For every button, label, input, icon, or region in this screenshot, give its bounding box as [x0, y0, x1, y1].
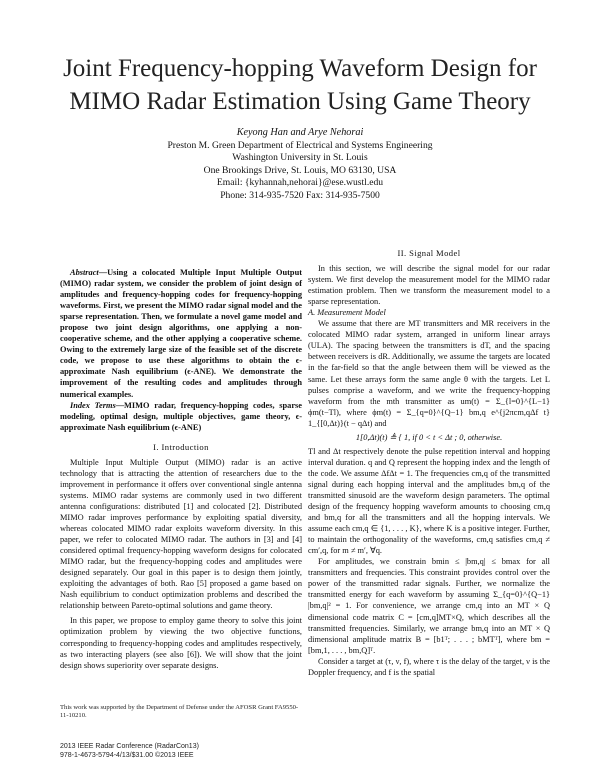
author-address: One Brookings Drive, St. Louis, MO 63130, USA	[203, 164, 397, 176]
author-phone: Phone: 314-935-7520 Fax: 314-935-7500	[220, 189, 380, 201]
signal-model-intro: In this section, we will describe the signal model for our radar system. We first develop the measurement model for the MIMO radar estimation problem. Then we transform the measurement model to a sparse representation.	[308, 264, 550, 307]
title-line-1: Joint Frequency-hopping Waveform Design for	[63, 55, 537, 82]
author-university: Washington University in St. Louis	[232, 152, 368, 164]
footer-isbn: 978-1-4673-5794-4/13/$31.00 ©2013 IEEE	[60, 752, 194, 759]
intro-paragraph-2: In this paper, we propose to employ game theory to solve this joint optimization problem by viewing the two objective functions, corresponding to frequency-hopping codes and amplitudes respectively, as two interacting players (see also [6]). We will show that the joint design shows superiority over separate designs.	[60, 616, 302, 670]
author-department: Preston M. Green Department of Electrical and Systems Engineering	[167, 139, 433, 151]
footer-conference: 2013 IEEE Radar Conference (RadarCon13)	[60, 743, 199, 750]
page-footer	[60, 742, 360, 760]
abstract-text: —Using a colocated Multiple Input Multiple Output (MIMO) radar system, we consider the problem of joint design of amplitudes and frequency-hopping codes for frequency-hopping waveforms. First, we present the MIMO radar signal model and the sparse representation. Then, we formulate a novel game model and propose two joint design algorithms, one applying a non-cooperative scheme, and the other applying a cooperative scheme. Owing to the extremely large size of the feasible set of the discrete code, we propose to use these algorithms to obtain the ϵ-approximate Nash equilibrium (ϵ-ANE). We demonstrate the improvement of the resulting codes and amplitudes through numerical examples.	[60, 268, 302, 399]
abstract	[60, 267, 302, 400]
index-terms-label: Index Terms	[70, 400, 116, 410]
intro-heading: I. Introduction	[153, 441, 209, 452]
author-block	[100, 127, 500, 203]
author-email: Email: {kyhannah,nehorai}@ese.wustl.edu	[216, 177, 384, 189]
signal-model-heading: II. Signal Model	[397, 248, 461, 258]
index-terms	[60, 400, 302, 433]
signal-model-paragraph-1: We assume that there are MT transmitters and MR receivers in the colocated MIMO radar system, arranged in uniform linear arrays (ULA). The spacing between the transmitters is dT, and the spacing between receivers is dR. Additionally, we assume the targets are located in the far-field so that the angle between them will be viewed as the same. Let these arrays form the same angle θ with the targets. Let L pulses comprise a waveform, and we write the frequency-hopping waveform from the mth transmitter as um(t) = Σ_{l=0}^{L−1} ϕm(t−Tl), where ϕm(t) = Σ_{q=0}^{Q−1} bm,q e^{j2πcm,qΔf t} 1_{[0,Δt)}(t − qΔt) and	[308, 319, 550, 428]
signal-model-paragraph-4: Consider a target at (τ, ν, f), where τ is the delay of the target, ν is the Doppler frequency, and f is the spatial	[308, 656, 550, 677]
indicator-equation: 1[0,Δt)(t) ≜ { 1, if 0 < t < Δt ; 0, otherwise.	[355, 432, 503, 442]
paper-title	[40, 52, 560, 118]
index-terms-text: —MIMO radar, frequency-hopping codes, sparse modeling, optimal design, multiple objectives, game theory, ϵ-approximate Nash equilibrium (ϵ-ANE)	[60, 400, 303, 432]
funding-footnote: This work was supported by the Department of Defense under the AFOSR Grant FA9550-11-10210.	[60, 704, 299, 719]
abstract-label: Abstract	[70, 268, 99, 277]
author-names: Keyong Han and Arye Nehorai	[236, 127, 364, 138]
signal-model-paragraph-3: For amplitudes, we constrain bmin ≤ |bm,q| ≤ bmax for all transmitters and frequencies. This constraint provides control over the power of the transmitted radar signals. Further, we normalize the transmitted energy for each waveform by assuming Σ_{q=0}^{Q−1} |bm,q|² = 1. For convenience, we arrange cm,q into an MT × Q dimensional code matrix C = [cm,q]MT×Q, which describes all the transmitted frequencies. Similarly, we arrange bm,q into an MT × Q dimensional amplitude matrix B = [b1ᵀ; . . . ; bMTᵀ], where bm = [bm,1, . . . , bm,Q]ᵀ.	[308, 557, 550, 655]
left-column	[60, 267, 302, 671]
signal-model-paragraph-2: Tl and Δt respectively denote the pulse repetition interval and hopping interval duration. q and Q represent the hopping index and the length of the code. We assume ΔfΔt = 1. The frequencies cm,q of the transmitted signal during each hopping interval and the amplitudes bm,q of the transmitted sinusoid are the waveform design parameters. The optimal design of the frequency hopping waveform amounts to choosing cm,q and bm,q for all the transmitters and all the hopping intervals. We assume each cm,q ∈ {1, . . . , K}, where K is a positive integer. Further, to maintain the orthogonality of the waveforms, cm,q satisfies cm,q ≠ cm′,q, for m ≠ m′, ∀q.	[308, 446, 550, 556]
measurement-model-heading: A. Measurement Model	[308, 308, 386, 318]
right-column	[308, 248, 550, 678]
intro-paragraph-1: Multiple Input Multiple Output (MIMO) radar is an active technology that is attracting the attention of researchers due to the improvement in performance it offers over conventional single antenna systems. MIMO radar systems are commonly used in two different antenna configurations: distributed [1] and colocated [2]. Distributed MIMO radar improves performance by exploiting spatial diversity, whereas colocated MIMO radar exploits waveform diversity. In this paper, we refer to colocated MIMO radar. The authors in [3] and [4] considered optimal frequency-hopping waveform designs for colocated MIMO radar, but the frequency-hopping codes and amplitudes were designed separately. Our goal in this paper is to design them jointly, exploiting the advantages of both. Rao [5] proposed a game based on Nash equilibrium to conduct optimization problems and described the relationship between Pareto-optimal solutions and game theory.	[60, 457, 302, 611]
title-line-2: MIMO Radar Estimation Using Game Theory	[69, 88, 531, 115]
